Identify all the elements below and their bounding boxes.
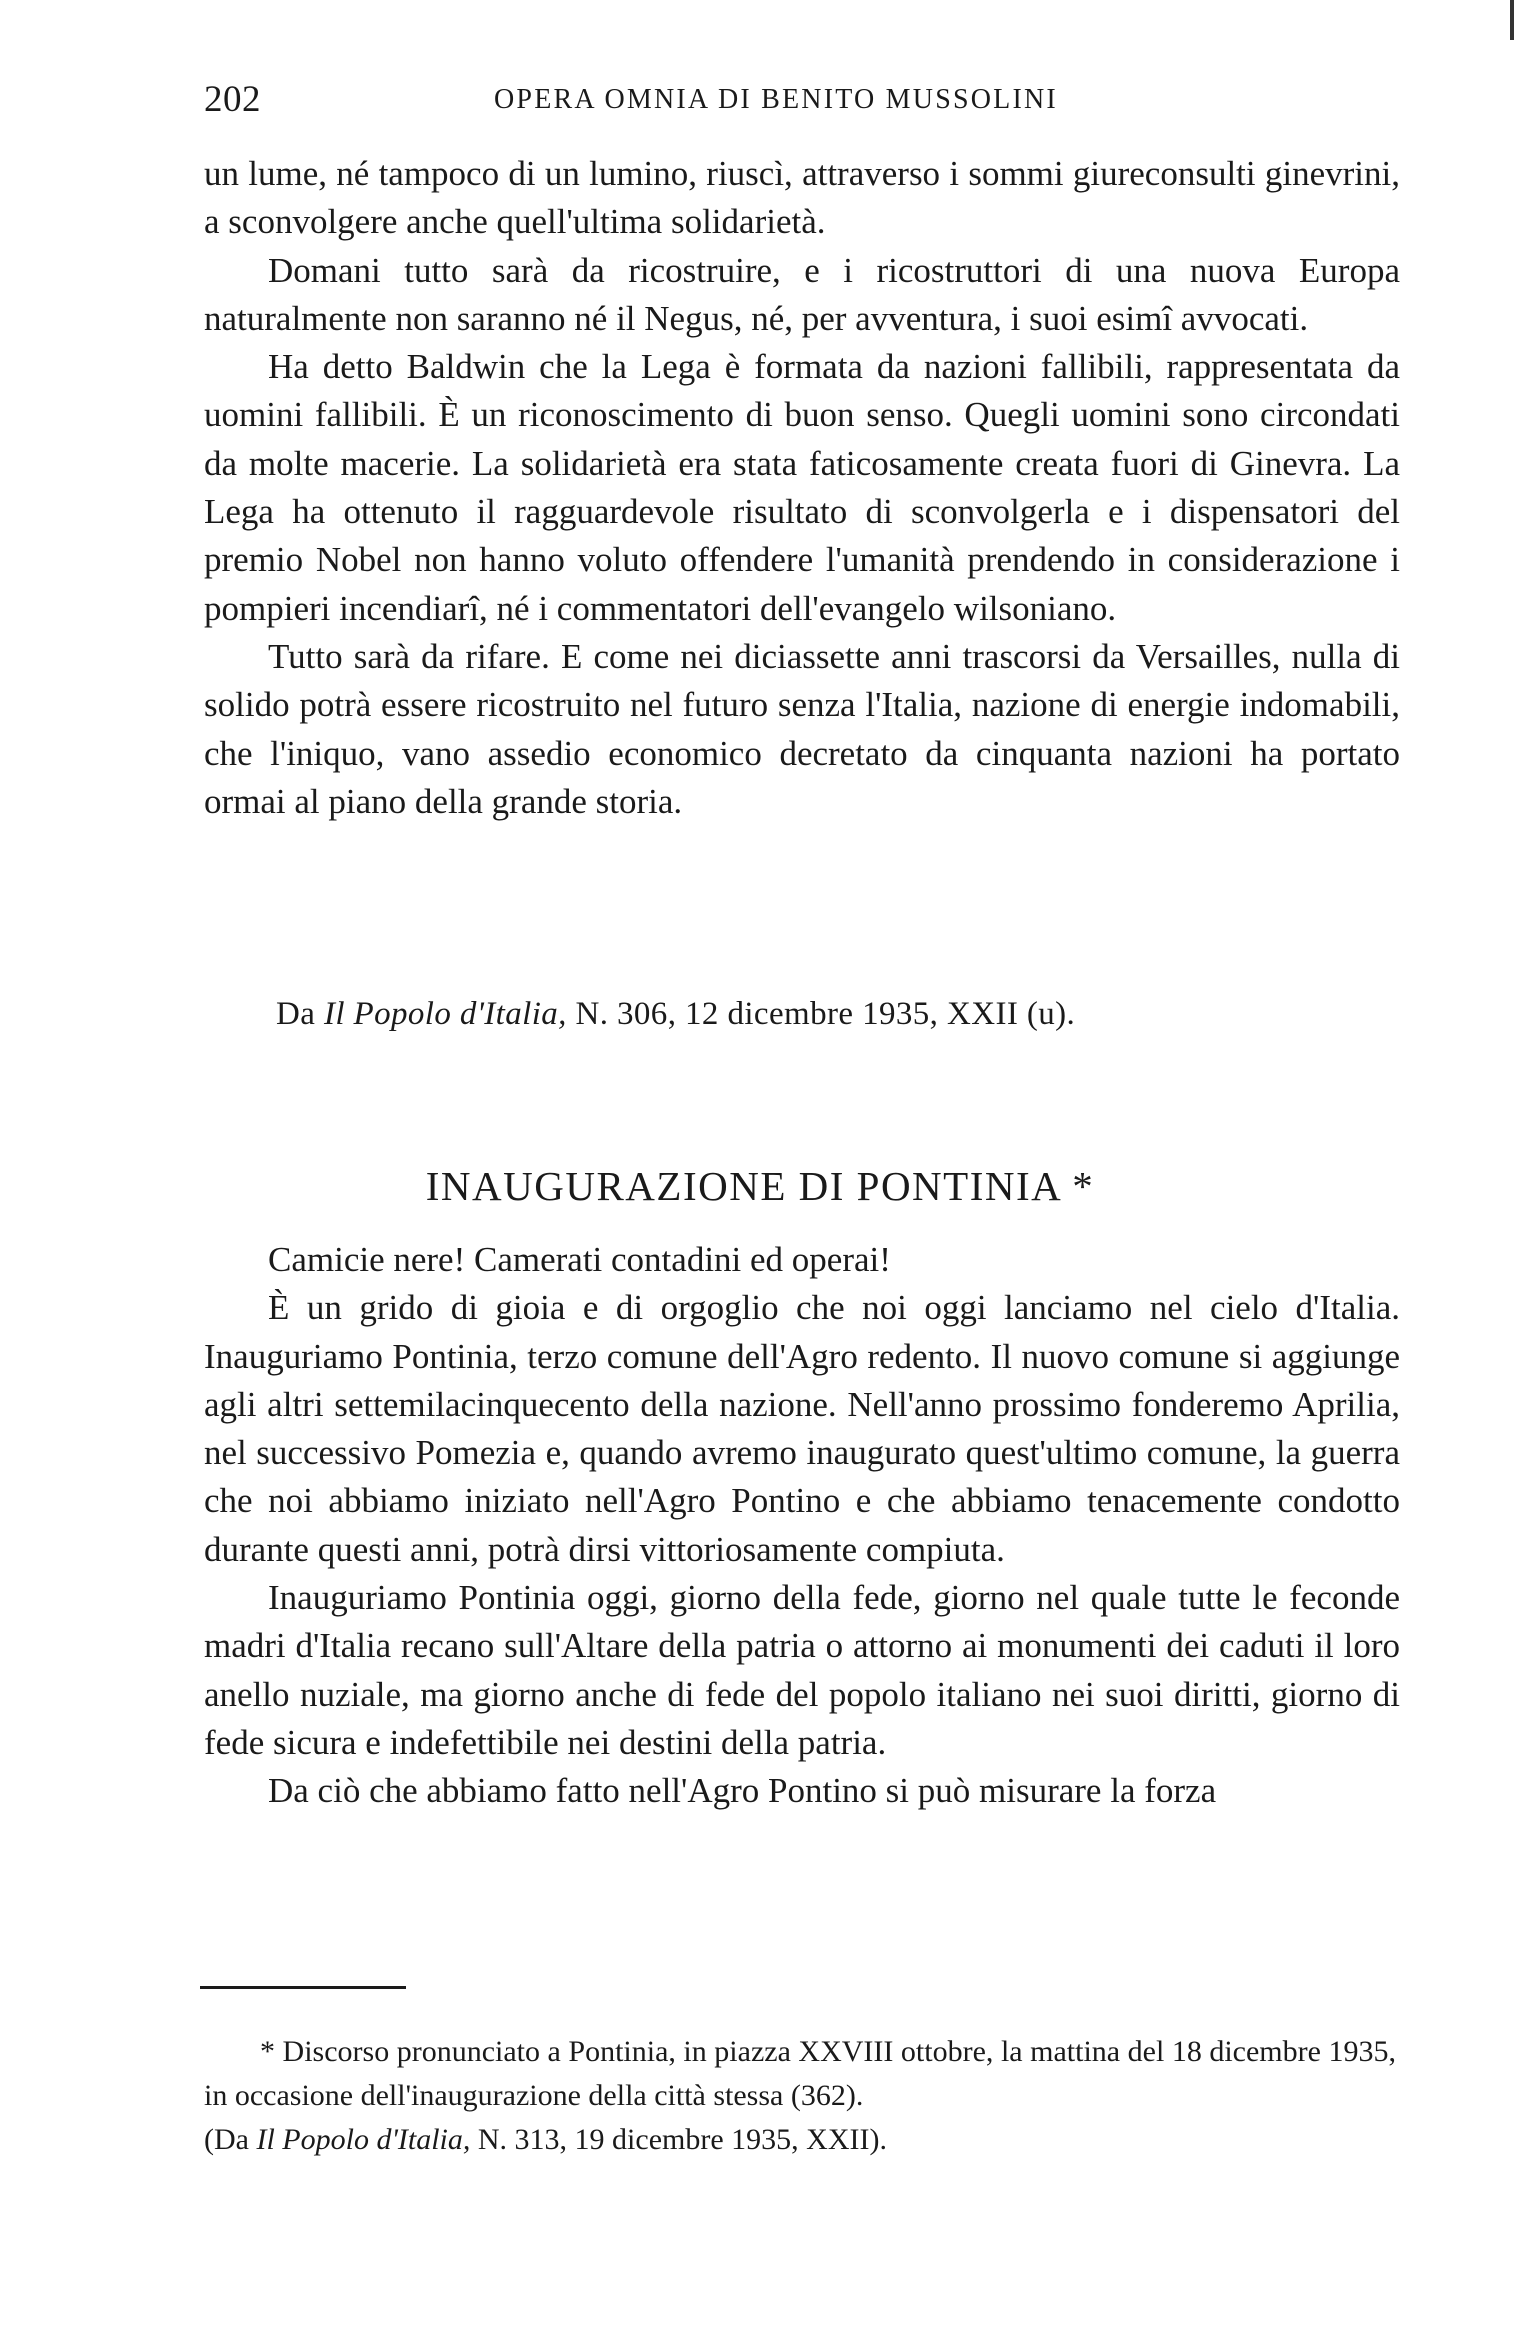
citation-source: Il Popolo d'Italia, bbox=[323, 996, 567, 1032]
section-title bbox=[0, 1162, 1520, 1210]
margin-mark bbox=[1510, 0, 1514, 40]
paragraph: È un grido di gioia e di orgoglio che noi oggi lanciamo nel cielo d'Italia. Inauguriamo Pontinia, terzo comune dell'Agro redento. Il nuovo comune si aggiunge agli altri settemilacinquecento della nazione. Nell'anno prossimo fonderemo Aprilia, nel successivo Pomezia e, quando avremo inaugurato quest'ultimo comune, la guerra che noi abbiamo iniziato nell'Agro Pontino e che abbiamo tenacemente condotto durante questi anni, potrà dirsi vittoriosamente compiuta. bbox=[204, 1288, 1400, 1569]
speech-body bbox=[204, 1236, 1400, 1816]
paragraph: Camicie nere! Camerati contadini ed operai! bbox=[268, 1240, 891, 1279]
paragraph: Domani tutto sarà da ricostruire, e i ricostruttori di una nuova Europa naturalmente non saranno né il Negus, né, per avventura, i suoi esimî avvocati. bbox=[204, 250, 1400, 338]
page-header bbox=[204, 78, 1400, 128]
section-title-text: INAUGURAZIONE DI PONTINIA bbox=[425, 1163, 1063, 1209]
paragraph: Ha detto Baldwin che la Lega è formata da nazioni fallibili, rappresentata da uomini fallibili. È un riconoscimento di buon senso. Quegli uomini sono circondati da molte macerie. La solidarietà era stata faticosamente creata fuori di Ginevra. La Lega ha ottenuto il ragguardevole risultato di sconvolgerla e i dispensatori del premio Nobel non hanno voluto offendere l'umanità prendendo in considerazione i pompieri incendiarî, né i commentatori dell'evangelo wilsoniano. bbox=[204, 347, 1400, 628]
previous-article-end bbox=[204, 150, 1400, 826]
footnote-source: Il Popolo d'Italia, bbox=[256, 2123, 471, 2156]
paragraph: Inauguriamo Pontinia oggi, giorno della fede, giorno nel quale tutte le feconde madri d'Italia recano sull'Altare della patria o attorno ai monumenti dei caduti il loro anello nuziale, ma giorno anche di fede del popolo italiano nei suoi diritti, giorno di fede sicura e indefettibile nei destini della patria. bbox=[204, 1578, 1400, 1762]
footnote bbox=[204, 2030, 1396, 2162]
page-number: 202 bbox=[204, 79, 261, 120]
citation-prefix: Da bbox=[276, 996, 324, 1032]
citation-note: (u). bbox=[1026, 996, 1076, 1032]
footnote-source-details: N. 313, 19 dicembre 1935, XXII). bbox=[470, 2123, 887, 2156]
footnote-source-prefix: (Da bbox=[204, 2123, 257, 2156]
paragraph: un lume, né tampoco di un lumino, riuscì, attraverso i sommi giureconsulti ginevrini, a sconvolgere anche quell'ultima solidarietà. bbox=[204, 154, 1400, 242]
paragraph: Tutto sarà da rifare. E come nei diciassette anni trascorsi da Versailles, nulla di solido potrà essere ricostruito nel futuro senza l'Italia, nazione di energie indomabili, che l'iniquo, vano assedio economico decretato da cinquanta nazioni ha portato ormai al piano della grande storia. bbox=[204, 636, 1400, 821]
footnote-marker: * bbox=[1072, 1163, 1095, 1209]
running-title: OPERA OMNIA DI BENITO MUSSOLINI bbox=[494, 84, 1058, 115]
paragraph: Da ciò che abbiamo fatto nell'Agro Pontino si può misurare la forza bbox=[268, 1771, 1217, 1811]
footnote-divider bbox=[200, 1986, 406, 1989]
footnote-text: Discorso pronunciato a Pontinia, in piazza XXVIII ottobre, la mattina del 18 dicembre 1935, in occasione dell'inaugurazione della città stessa (362). bbox=[204, 2035, 1396, 2112]
source-citation bbox=[276, 996, 1075, 1033]
citation-details: N. 306, 12 dicembre 1935, XXII bbox=[566, 996, 1027, 1032]
footnote-marker: * bbox=[260, 2035, 275, 2068]
